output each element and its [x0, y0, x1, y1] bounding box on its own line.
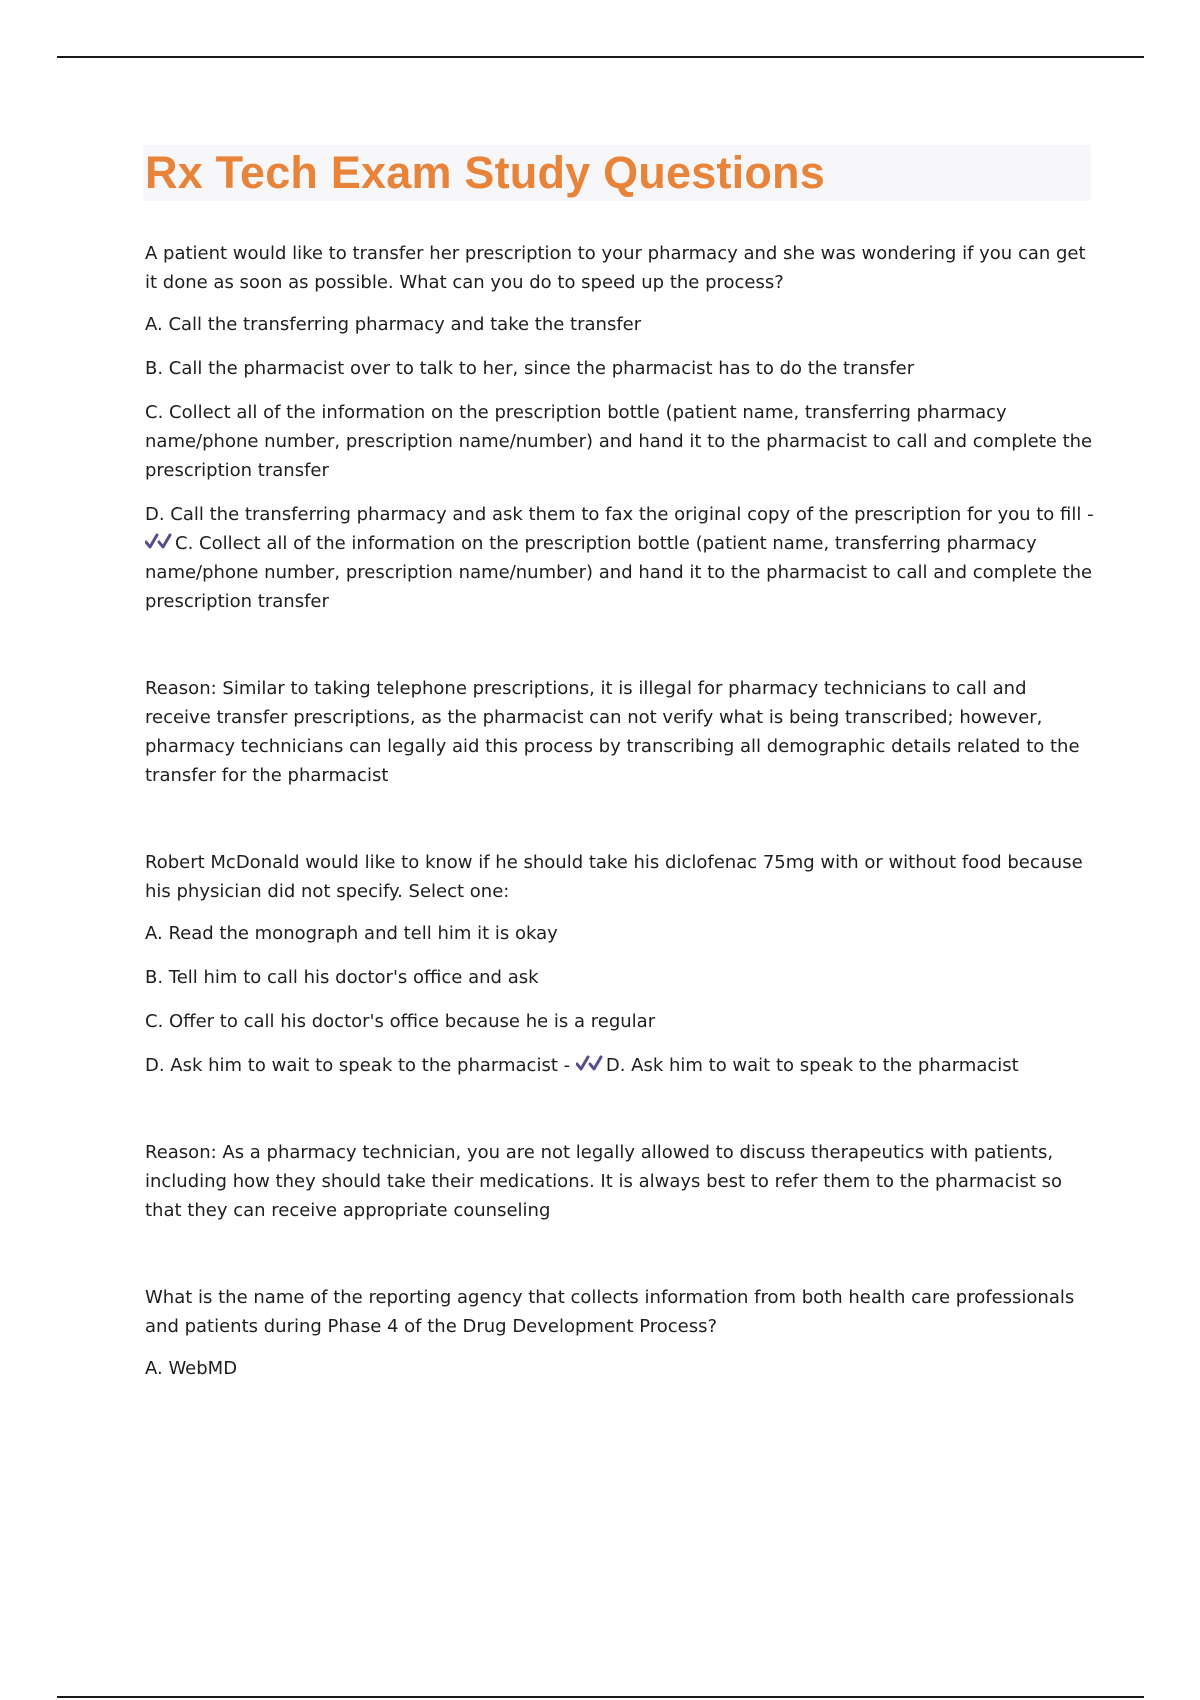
- answer-option-b: B. Call the pharmacist over to talk to her, since the pharmacist has to do the transfer: [145, 358, 915, 379]
- question-text: A patient would like to transfer her prescription to your pharmacy and she was wondering if you can get it done as soon as possible. What can you do to speed up the process?: [145, 243, 1086, 293]
- question-block-1: [145, 239, 1095, 790]
- header-rule: [57, 56, 1144, 58]
- answer-option-a: A. WebMD: [145, 1358, 238, 1379]
- question-text: Robert McDonald would like to know if he should take his diclofenac 75mg with or without food because his physician did not specify. Select one:: [145, 852, 1083, 902]
- correct-answer: D. Ask him to wait to speak to the pharmacist: [605, 1055, 1019, 1076]
- answer-option-d-with-answer: [145, 500, 1095, 616]
- correct-answer: C. Collect all of the information on the prescription bottle (patient name, transferring pharmacy name/phone number, prescription name/number) and hand it to the pharmacist to call and complete the prescription transfer: [145, 533, 1093, 612]
- title-banner: [143, 145, 1091, 201]
- answer-option-c: C. Offer to call his doctor's office because he is a regular: [145, 1011, 656, 1032]
- answer-option-d: D. Call the transferring pharmacy and ask them to fax the original copy of the prescription for you to fill -: [145, 504, 1094, 525]
- document-body: [145, 145, 1095, 1383]
- question-block-2: [145, 848, 1095, 1225]
- answer-option-d-with-answer: [145, 1051, 1095, 1080]
- answer-option-a: A. Read the monograph and tell him it is okay: [145, 923, 558, 944]
- answer-option-d: D. Ask him to wait to speak to the pharmacist -: [145, 1055, 571, 1076]
- double-check-icon: [145, 532, 172, 552]
- question-text: What is the name of the reporting agency that collects information from both health care professionals and patients during Phase 4 of the Drug Development Process?: [145, 1287, 1075, 1337]
- answer-option-c: C. Collect all of the information on the prescription bottle (patient name, transferring pharmacy name/phone number, prescription name/number) and hand it to the pharmacist to call and complete the prescription transfer: [145, 402, 1093, 481]
- footer-rule: [57, 1696, 1144, 1698]
- answer-option-b: B. Tell him to call his doctor's office and ask: [145, 967, 539, 988]
- answer-reason: Reason: As a pharmacy technician, you are not legally allowed to discuss therapeutics with patients, including how they should take their medications. It is always best to refer them to the pharmacist so that they can receive appropriate counseling: [145, 1142, 1063, 1221]
- page-title: Rx Tech Exam Study Questions: [145, 147, 825, 198]
- answer-reason: Reason: Similar to taking telephone prescriptions, it is illegal for pharmacy technicians to call and receive transfer prescriptions, as the pharmacist can not verify what is being transcribed; however, pharmacy technicians can legally aid this process by transcribing all demographic details related to the transfer for the pharmacist: [145, 678, 1080, 786]
- answer-option-a: A. Call the transferring pharmacy and take the transfer: [145, 314, 642, 335]
- double-check-icon: [576, 1054, 603, 1074]
- question-block-3: [145, 1283, 1095, 1383]
